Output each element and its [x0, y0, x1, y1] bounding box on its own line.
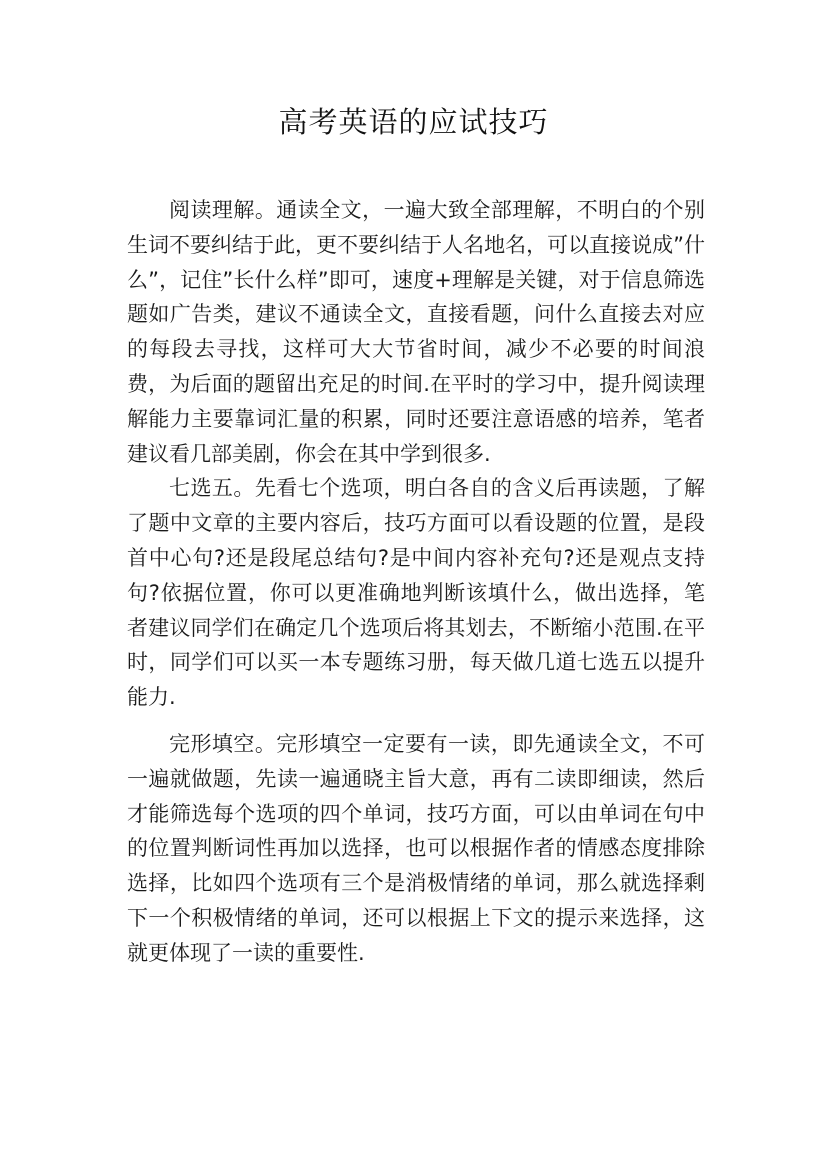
paragraph-seven-choose-five: 七选五。先看七个选项，明白各自的含义后再读题，了解了题中文章的主要内容后，技巧方面可以看设题的位置，是段首中心句?还是段尾总结句?是中间内容补充句?还是观点支持句?依据位置，你可以更准确地判断该填什么，做出选择，笔者建议同学们在确定几个选项后将其划去，不断缩小范围.在平时，同学们可以买一本专题练习册，每天做几道七选五以提升能力.: [127, 476, 705, 710]
document-title: 高考英语的应试技巧: [278, 105, 549, 139]
document-body: [127, 193, 705, 971]
paragraph-cloze: 完形填空。完形填空一定要有一读，即先通读全文，不可一遍就做题，先读一遍通晓主旨大意，再有二读即细读，然后才能筛选每个选项的四个单词，技巧方面，可以由单词在句中的位置判断词性再加以选择，也可以根据作者的情感态度排除选择，比如四个选项有三个是消极情绪的单词，那么就选择剩下一个积极情绪的单词，还可以根据上下文的提示来选择，这就更体现了一读的重要性.: [127, 731, 705, 965]
paragraph-reading-comprehension: 阅读理解。通读全文，一遍大致全部理解，不明白的个别生词不要纠结于此，更不要纠结于人名地名，可以直接说成”什么”，记住”长什么样”即可，速度+理解是关键，对于信息筛选题如广告类，建议不通读全文，直接看题，问什么直接去对应的每段去寻找，这样可大大节省时间，减少不必要的时间浪费，为后面的题留出充足的时间.在平时的学习中，提升阅读理解能力主要靠词汇量的积累，同时还要注意语感的培养，笔者建议看几部美剧，你会在其中学到很多.: [127, 198, 705, 466]
